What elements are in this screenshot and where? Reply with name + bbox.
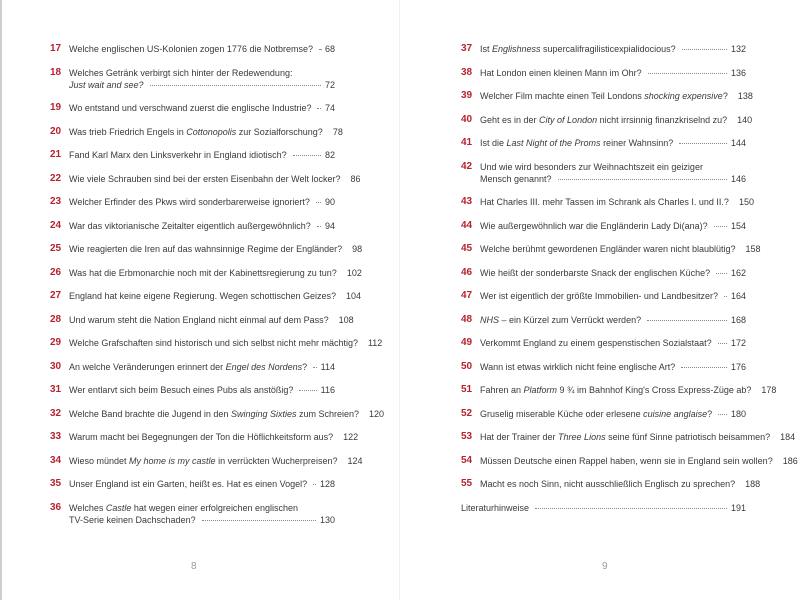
chapter-number: 42 bbox=[461, 160, 473, 172]
toc-entry-title bbox=[69, 220, 335, 232]
title-line bbox=[480, 114, 753, 126]
title-line bbox=[69, 243, 363, 255]
title-segment: Wie reagierten die Iren auf das wahnsinnige Regime der Engländer? bbox=[69, 244, 343, 254]
toc-entry[interactable] bbox=[50, 337, 383, 349]
title-segment: Macht es noch Sinn, nicht ausschließlich Englisch zu sprechen? bbox=[480, 479, 736, 489]
toc-entry-title bbox=[69, 408, 385, 420]
chapter-number: 29 bbox=[50, 337, 62, 348]
toc-entry[interactable] bbox=[461, 314, 746, 326]
dot-leader bbox=[299, 390, 316, 391]
toc-entry[interactable] bbox=[461, 337, 746, 349]
title-segment: zum Schreien? bbox=[296, 408, 360, 419]
chapter-number: 24 bbox=[50, 219, 62, 231]
toc-entry[interactable] bbox=[50, 125, 343, 138]
title-segment: My home is my castle bbox=[129, 455, 216, 466]
toc-entry[interactable] bbox=[461, 454, 798, 467]
dot-leader bbox=[319, 49, 321, 50]
title-line bbox=[480, 161, 746, 173]
page-reference: 154 bbox=[730, 220, 746, 231]
title-segment: – ein Kürzel zum Verrückt werden? bbox=[499, 314, 642, 325]
title-segment: hat wegen einer erfolgreichen englischen bbox=[131, 502, 298, 513]
page-reference: 94 bbox=[324, 220, 335, 231]
title-line bbox=[480, 431, 796, 443]
toc-entry[interactable] bbox=[50, 431, 359, 443]
dot-leader bbox=[535, 508, 727, 509]
title-segment: Welche Band brachte die Jugend in den bbox=[69, 408, 231, 419]
toc-entry-title bbox=[69, 502, 335, 526]
page-reference: 164 bbox=[730, 291, 746, 301]
page-reference: 168 bbox=[730, 314, 746, 325]
toc-entry[interactable] bbox=[50, 149, 335, 161]
title-segment: seine fünf Sinne patriotisch beisammen? bbox=[605, 432, 771, 442]
page-reference: 120 bbox=[369, 408, 385, 419]
toc-entry-title bbox=[480, 408, 746, 420]
chapter-number: 22 bbox=[50, 172, 62, 184]
toc-entry-title bbox=[69, 314, 354, 326]
toc-entry[interactable] bbox=[50, 102, 335, 114]
page-reference: 191 bbox=[730, 502, 746, 513]
page-reference: 108 bbox=[338, 314, 354, 325]
toc-entry[interactable] bbox=[461, 502, 746, 514]
page-reference: 98 bbox=[352, 244, 363, 254]
chapter-number: 25 bbox=[50, 243, 62, 254]
toc-entry[interactable] bbox=[461, 384, 777, 396]
chapter-number: 39 bbox=[461, 90, 473, 101]
page-reference: 172 bbox=[730, 338, 746, 348]
page-reference: 146 bbox=[730, 173, 746, 184]
title-line bbox=[69, 514, 335, 526]
chapter-number: 19 bbox=[50, 102, 62, 113]
title-segment: 9 ¾ im Bahnhof King's Cross Express-Züge ab? bbox=[557, 385, 752, 395]
chapter-number: 52 bbox=[461, 407, 473, 419]
toc-entry[interactable] bbox=[50, 384, 335, 396]
title-line bbox=[69, 337, 383, 349]
dot-leader bbox=[724, 296, 727, 297]
page-reference: 184 bbox=[780, 432, 796, 442]
toc-entry-title bbox=[69, 431, 359, 443]
page-reference: 144 bbox=[730, 138, 746, 148]
chapter-number: 17 bbox=[50, 43, 62, 54]
title-line bbox=[69, 67, 335, 79]
toc-entry-title bbox=[480, 243, 761, 255]
toc-entry-title bbox=[480, 337, 746, 349]
toc-entry[interactable] bbox=[461, 196, 754, 208]
title-line bbox=[480, 267, 746, 279]
toc-entry-title bbox=[480, 384, 777, 396]
title-segment: Castle bbox=[105, 502, 132, 513]
toc-entry-title bbox=[480, 90, 753, 102]
title-segment: TV-Serie keinen Dachschaden? bbox=[69, 514, 196, 525]
toc-entry-title bbox=[480, 161, 746, 185]
dot-leader bbox=[718, 343, 727, 344]
toc-entry-title bbox=[69, 243, 363, 255]
title-line bbox=[69, 196, 335, 208]
page-reference: 82 bbox=[324, 150, 335, 160]
title-line bbox=[69, 126, 343, 138]
toc-entry-title bbox=[69, 267, 362, 279]
title-segment: Literaturhinweise bbox=[461, 502, 530, 513]
toc-entry-title bbox=[480, 431, 796, 443]
title-segment: War das viktorianische Zeitalter eigentlich außergewöhnlich? bbox=[69, 220, 311, 231]
title-segment: Englishness bbox=[492, 44, 541, 54]
title-segment: ? bbox=[707, 408, 713, 419]
page-reference: 176 bbox=[730, 361, 746, 372]
title-segment: Wie heißt der sonderbarste Snack der englischen Küche? bbox=[480, 267, 711, 278]
dot-leader bbox=[317, 226, 321, 227]
dot-leader bbox=[681, 367, 727, 368]
title-line bbox=[480, 290, 746, 302]
toc-entry-title bbox=[69, 173, 361, 185]
chapter-number: 37 bbox=[461, 43, 473, 54]
chapter-number: 20 bbox=[50, 125, 62, 137]
title-line bbox=[480, 137, 746, 149]
chapter-number: 28 bbox=[50, 313, 62, 325]
dot-leader bbox=[679, 143, 727, 144]
chapter-number: 38 bbox=[461, 66, 473, 78]
title-segment: reiner Wahnsinn? bbox=[600, 138, 674, 148]
title-segment: Geht es in der bbox=[480, 114, 540, 125]
dot-leader bbox=[682, 49, 727, 50]
toc-entry[interactable] bbox=[50, 220, 335, 232]
page-reference: 132 bbox=[730, 44, 746, 54]
title-line bbox=[69, 455, 363, 467]
toc-entry-title bbox=[69, 478, 335, 490]
chapter-number: 31 bbox=[50, 384, 62, 395]
title-segment: Fahren an bbox=[480, 385, 524, 395]
toc-entry[interactable] bbox=[461, 137, 746, 149]
toc-entry-title bbox=[480, 196, 754, 208]
page-reference: 116 bbox=[320, 385, 335, 395]
page-reference: 138 bbox=[737, 91, 753, 101]
title-segment: Gruselig miserable Küche oder erlesene bbox=[480, 408, 644, 419]
toc-entry-title bbox=[69, 290, 362, 302]
title-segment: Welche englischen US-Kolonien zogen 1776 die Notbremse? bbox=[69, 44, 313, 54]
title-line bbox=[69, 478, 335, 490]
page-reference: 150 bbox=[738, 197, 754, 207]
chapter-number: 49 bbox=[461, 337, 473, 348]
chapter-number: 46 bbox=[461, 266, 473, 278]
title-segment: Wie außergewöhnlich war die Engländerin Lady Di(ana)? bbox=[480, 220, 708, 231]
title-segment: NHS bbox=[480, 314, 500, 325]
page-reference: 186 bbox=[782, 455, 798, 466]
page-reference: 162 bbox=[730, 267, 746, 278]
page-number-left: 8 bbox=[191, 561, 197, 572]
page-edge bbox=[0, 0, 2, 600]
toc-entry[interactable] bbox=[461, 220, 746, 232]
dot-leader bbox=[293, 155, 321, 156]
toc-entry[interactable] bbox=[461, 113, 753, 126]
title-line bbox=[69, 220, 335, 232]
title-segment: England hat keine eigene Regierung. Wegen schottischen Geizes? bbox=[69, 291, 337, 301]
title-line bbox=[69, 43, 335, 55]
chapter-number: 40 bbox=[461, 113, 473, 125]
page-reference: 122 bbox=[343, 432, 359, 442]
title-segment: An welche Veränderungen erinnert der bbox=[69, 361, 226, 372]
dot-leader bbox=[648, 73, 727, 74]
title-line bbox=[69, 502, 335, 514]
page-reference: 102 bbox=[346, 267, 362, 278]
title-line bbox=[480, 243, 761, 255]
title-line bbox=[480, 196, 754, 208]
title-line bbox=[69, 102, 335, 114]
toc-entry-title bbox=[69, 384, 335, 396]
title-segment: Wer ist eigentlich der größte Immobilien- und Landbesitzer? bbox=[480, 291, 718, 301]
toc-entry-title bbox=[69, 337, 383, 349]
title-segment: ? bbox=[302, 361, 308, 372]
title-segment: Engel des Nordens bbox=[225, 361, 303, 372]
toc-entry[interactable] bbox=[50, 196, 335, 208]
chapter-number: 30 bbox=[50, 360, 62, 372]
title-segment: Hat London einen kleinen Mann im Ohr? bbox=[480, 67, 642, 78]
toc-entry-title bbox=[480, 361, 746, 373]
title-segment: Welcher Film machte einen Teil Londons bbox=[480, 91, 645, 101]
page-reference: 104 bbox=[346, 291, 362, 301]
title-segment: Ist die bbox=[480, 138, 507, 148]
title-segment: Müssen Deutsche einen Rappel haben, wenn sie in England sein wollen? bbox=[480, 455, 773, 466]
chapter-number: 43 bbox=[461, 196, 473, 207]
page-reference: 68 bbox=[324, 44, 335, 54]
toc-entry-title bbox=[480, 114, 753, 126]
dot-leader bbox=[313, 367, 316, 368]
title-segment: Platform bbox=[523, 385, 558, 395]
title-line bbox=[480, 478, 761, 490]
right-page-toc bbox=[461, 43, 798, 525]
toc-entry-title bbox=[69, 196, 335, 208]
dot-leader bbox=[714, 226, 727, 227]
toc-entry-title bbox=[480, 220, 746, 232]
chapter-number: 35 bbox=[50, 478, 62, 489]
title-segment: zur Sozialforschung? bbox=[236, 126, 323, 137]
title-line bbox=[480, 43, 746, 55]
dot-leader bbox=[316, 202, 321, 203]
dot-leader bbox=[202, 520, 316, 521]
toc-entry-title bbox=[69, 43, 335, 55]
page-reference: 130 bbox=[319, 514, 335, 525]
toc-entry-title bbox=[480, 455, 798, 467]
dot-leader bbox=[718, 414, 727, 415]
page-reference: 112 bbox=[367, 338, 383, 348]
toc-entry-title bbox=[480, 43, 746, 55]
page-reference: 178 bbox=[761, 385, 777, 395]
toc-entry[interactable] bbox=[50, 502, 335, 526]
title-line bbox=[69, 173, 361, 185]
page-reference: 128 bbox=[319, 479, 335, 489]
page-reference: 188 bbox=[745, 479, 761, 489]
title-segment: Welche berühmt gewordenen Engländer waren nicht blaublütig? bbox=[480, 244, 736, 254]
page-reference: 158 bbox=[745, 244, 761, 254]
title-line bbox=[69, 431, 359, 443]
page-reference: 86 bbox=[350, 173, 361, 184]
title-segment: Ist bbox=[480, 44, 493, 54]
title-segment: ? bbox=[722, 91, 728, 101]
page-reference: 90 bbox=[324, 197, 335, 207]
chapter-number: 51 bbox=[461, 384, 473, 395]
toc-entry[interactable] bbox=[461, 431, 796, 443]
title-line bbox=[69, 267, 362, 279]
title-line bbox=[480, 408, 746, 420]
dot-leader bbox=[317, 108, 321, 109]
toc-entry-title bbox=[69, 67, 335, 91]
toc-entry[interactable] bbox=[50, 313, 354, 326]
title-line bbox=[69, 290, 362, 302]
toc-entry-title bbox=[69, 361, 335, 373]
chapter-number: 21 bbox=[50, 149, 62, 160]
toc-entry[interactable] bbox=[50, 407, 385, 420]
title-segment: cuisine anglaise bbox=[643, 408, 708, 419]
toc-entry[interactable] bbox=[461, 408, 746, 420]
title-segment: Hat Charles III. mehr Tassen im Schrank als Charles I. und II.? bbox=[480, 197, 729, 207]
title-segment: Last Night of the Proms bbox=[506, 138, 601, 148]
title-segment: Wieso mündet bbox=[69, 455, 130, 466]
title-segment: Unser England ist ein Garten, heißt es. Hat es einen Vogel? bbox=[69, 479, 308, 489]
title-line bbox=[480, 90, 753, 102]
toc-entry[interactable] bbox=[50, 67, 335, 91]
toc-entry-title bbox=[69, 149, 335, 161]
title-segment: Hat der Trainer der bbox=[480, 432, 559, 442]
title-segment: Und warum steht die Nation England nicht einmal auf dem Pass? bbox=[69, 314, 329, 325]
title-segment: Mensch genannt? bbox=[480, 173, 552, 184]
toc-entry-title bbox=[480, 314, 746, 326]
title-segment: Fand Karl Marx den Linksverkehr in England idiotisch? bbox=[69, 150, 287, 160]
title-segment: Und wie wird besonders zur Weihnachtszeit ein geiziger bbox=[480, 161, 703, 172]
page-reference: 72 bbox=[324, 79, 335, 90]
title-segment: Verkommt England zu einem gespenstischen Sozialstaat? bbox=[480, 338, 712, 348]
title-line bbox=[480, 361, 746, 373]
toc-entry-title bbox=[461, 502, 746, 514]
title-line bbox=[480, 314, 746, 326]
toc-entry[interactable] bbox=[461, 161, 746, 185]
dot-leader bbox=[647, 320, 727, 321]
chapter-number: 45 bbox=[461, 243, 473, 254]
toc-entry-title bbox=[69, 102, 335, 114]
left-page-toc bbox=[50, 43, 385, 537]
chapter-number: 47 bbox=[461, 290, 473, 301]
chapter-number: 44 bbox=[461, 219, 473, 231]
toc-entry[interactable] bbox=[50, 172, 361, 185]
title-segment: Just wait and see? bbox=[69, 79, 144, 90]
toc-entry[interactable] bbox=[50, 454, 363, 467]
title-line bbox=[69, 79, 335, 91]
title-segment: Three Lions bbox=[558, 432, 606, 442]
title-segment: City of London bbox=[539, 114, 598, 125]
toc-entry[interactable] bbox=[461, 478, 761, 490]
title-segment: in verrückten Wucherpreisen? bbox=[215, 455, 338, 466]
toc-entry[interactable] bbox=[50, 361, 335, 373]
title-segment: Was trieb Friedrich Engels in bbox=[69, 126, 187, 137]
title-segment: Swinging Sixties bbox=[230, 408, 297, 419]
dot-leader bbox=[716, 273, 727, 274]
title-segment: nicht irrsinnig finanzkriselnd zu? bbox=[597, 114, 728, 125]
title-line bbox=[69, 314, 354, 326]
title-line bbox=[461, 502, 746, 514]
toc-entry[interactable] bbox=[50, 266, 362, 279]
chapter-number: 53 bbox=[461, 431, 473, 442]
dot-leader bbox=[150, 85, 321, 86]
toc-entry-title bbox=[480, 67, 746, 79]
title-segment: Cottonopolis bbox=[186, 126, 237, 137]
toc-entry-title bbox=[69, 126, 343, 138]
toc-entry[interactable] bbox=[461, 267, 746, 279]
chapter-number: 33 bbox=[50, 431, 62, 442]
title-segment: supercalifragilisticexpialidocious? bbox=[540, 44, 676, 54]
chapter-number: 26 bbox=[50, 266, 62, 278]
toc-entry[interactable] bbox=[461, 90, 753, 102]
title-segment: Wann ist etwas wirklich nicht feine englische Art? bbox=[480, 361, 676, 372]
book-gutter bbox=[399, 0, 400, 600]
title-segment: Welches Getränk verbirgt sich hinter der Redewendung: bbox=[69, 67, 293, 78]
page-reference: 180 bbox=[730, 408, 746, 419]
chapter-number: 36 bbox=[50, 501, 62, 513]
page-reference: 74 bbox=[324, 103, 335, 113]
title-line bbox=[69, 408, 385, 420]
title-segment: Welches bbox=[69, 502, 106, 513]
page-number-right: 9 bbox=[602, 561, 608, 572]
toc-entry[interactable] bbox=[461, 67, 746, 79]
title-line bbox=[480, 337, 746, 349]
chapter-number: 48 bbox=[461, 313, 473, 325]
title-segment: shocking expensive bbox=[644, 91, 723, 101]
toc-entry-title bbox=[69, 455, 363, 467]
chapter-number: 27 bbox=[50, 290, 62, 301]
chapter-number: 55 bbox=[461, 478, 473, 489]
title-segment: Welcher Erfinder des Pkws wird sonderbarerweise ignoriert? bbox=[69, 197, 310, 207]
title-line bbox=[480, 384, 777, 396]
dot-leader bbox=[558, 179, 727, 180]
toc-entry-title bbox=[480, 137, 746, 149]
toc-entry[interactable] bbox=[461, 290, 746, 302]
toc-entry-title bbox=[480, 478, 761, 490]
title-segment: Wo entstand und verschwand zuerst die englische Industrie? bbox=[69, 103, 312, 113]
toc-entry[interactable] bbox=[50, 243, 363, 255]
page-reference: 78 bbox=[332, 126, 343, 137]
dot-leader bbox=[313, 484, 316, 485]
page-reference: 114 bbox=[320, 361, 335, 372]
title-line bbox=[480, 455, 798, 467]
toc-entry-title bbox=[480, 290, 746, 302]
title-line bbox=[480, 173, 746, 185]
title-segment: Wer entlarvt sich beim Besuch eines Pubs als anstößig? bbox=[69, 385, 294, 395]
title-line bbox=[480, 67, 746, 79]
chapter-number: 32 bbox=[50, 407, 62, 419]
title-line bbox=[69, 361, 335, 373]
toc-entry[interactable] bbox=[461, 43, 746, 55]
page-reference: 136 bbox=[730, 67, 746, 78]
toc-entry[interactable] bbox=[50, 43, 335, 55]
page-reference: 124 bbox=[347, 455, 363, 466]
chapter-number: 34 bbox=[50, 454, 62, 466]
title-segment: Warum macht bei Begegnungen der Ton die Höflichkeitsform aus? bbox=[69, 432, 334, 442]
toc-entry[interactable] bbox=[50, 290, 362, 302]
toc-entry-title bbox=[480, 267, 746, 279]
toc-entry[interactable] bbox=[461, 243, 761, 255]
chapter-number: 41 bbox=[461, 137, 473, 148]
toc-entry[interactable] bbox=[50, 478, 335, 490]
chapter-number: 50 bbox=[461, 360, 473, 372]
title-segment: Welche Grafschaften sind historisch und sich selbst nicht mehr mächtig? bbox=[69, 338, 358, 348]
title-line bbox=[69, 384, 335, 396]
chapter-number: 54 bbox=[461, 454, 473, 466]
chapter-number: 18 bbox=[50, 66, 62, 78]
page-reference: 140 bbox=[737, 114, 753, 125]
title-segment: Wie viele Schrauben sind bei der ersten Eisenbahn der Welt locker? bbox=[69, 173, 341, 184]
chapter-number: 23 bbox=[50, 196, 62, 207]
toc-entry[interactable] bbox=[461, 361, 746, 373]
title-line bbox=[69, 149, 335, 161]
title-line bbox=[480, 220, 746, 232]
title-segment: Was hat die Erbmonarchie noch mit der Kabinettsregierung zu tun? bbox=[69, 267, 337, 278]
